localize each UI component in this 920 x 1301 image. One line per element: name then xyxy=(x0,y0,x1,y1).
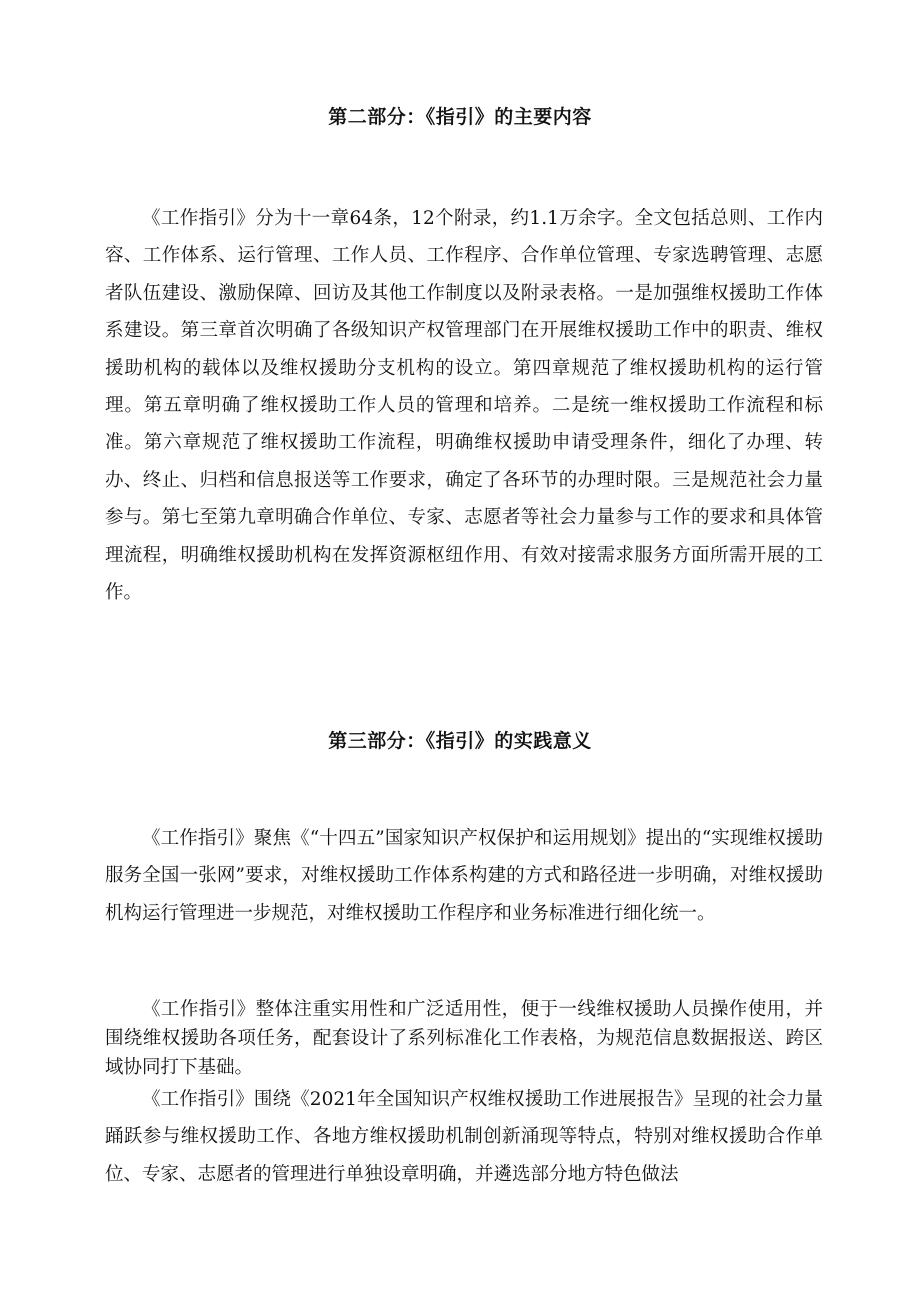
section-3-paragraph-3: 《工作指引》围绕《2021年全国知识产权维权援助工作进展报告》呈现的社会力量踊跃参与维权援助工作、各地方维权援助机制创新涌现等特点，特别对维权援助合作单位、专家、志愿者的管理进行单独设章明确，并遴选部分地方特色做法 xyxy=(105,1089,823,1185)
section-3-heading: 第三部分：《指引》的实践意义 xyxy=(328,730,592,752)
section-3-paragraph-2: 《工作指引》整体注重实用性和广泛适用性，便于一线维权援助人员操作使用，并围绕维权援助各项任务，配套设计了系列标准化工作表格，为规范信息数据报送、跨区域协同打下基础。 xyxy=(105,999,823,1078)
section-3-paragraph-1: 《工作指引》聚焦《“十四五”国家知识产权保护和运用规划》提出的“实现维权援助服务全国一张网”要求，对维权援助工作体系构建的方式和路径进一步明确，对维权援助机构运行管理进一步规范，对维权援助工作程序和业务标准进行细化统一。 xyxy=(105,828,823,924)
section-2-paragraph-1: 《工作指引》分为十一章64条，12个附录，约1.1万余字。全文包括总则、工作内容、工作体系、运行管理、工作人员、工作程序、合作单位管理、专家选聘管理、志愿者队伍建设、激励保障、回访及其他工作制度以及附录表格。一是加强维权援助工作体系建设。第三章首次明确了各级知识产权管理部门在开展维权援助工作中的职责、维权援助机构的载体以及维权援助分支机构的设立。第四章规范了维权援助机构的运行管理。第五章明确了维权援助工作人员的管理和培养。二是统一维权援助工作流程和标准。第六章规范了维权援助工作流程，明确维权援助申请受理条件，细化了办理、转办、终止、归档和信息报送等工作要求，确定了各环节的办理时限。三是规范社会力量参与。第七至第九章明确合作单位、专家、志愿者等社会力量参与工作的要求和具体管理流程，明确维权援助机构在发挥资源枢纽作用、有效对接需求服务方面所需开展的工作。 xyxy=(105,208,823,604)
section-2-heading: 第二部分：《指引》的主要内容 xyxy=(328,106,592,128)
